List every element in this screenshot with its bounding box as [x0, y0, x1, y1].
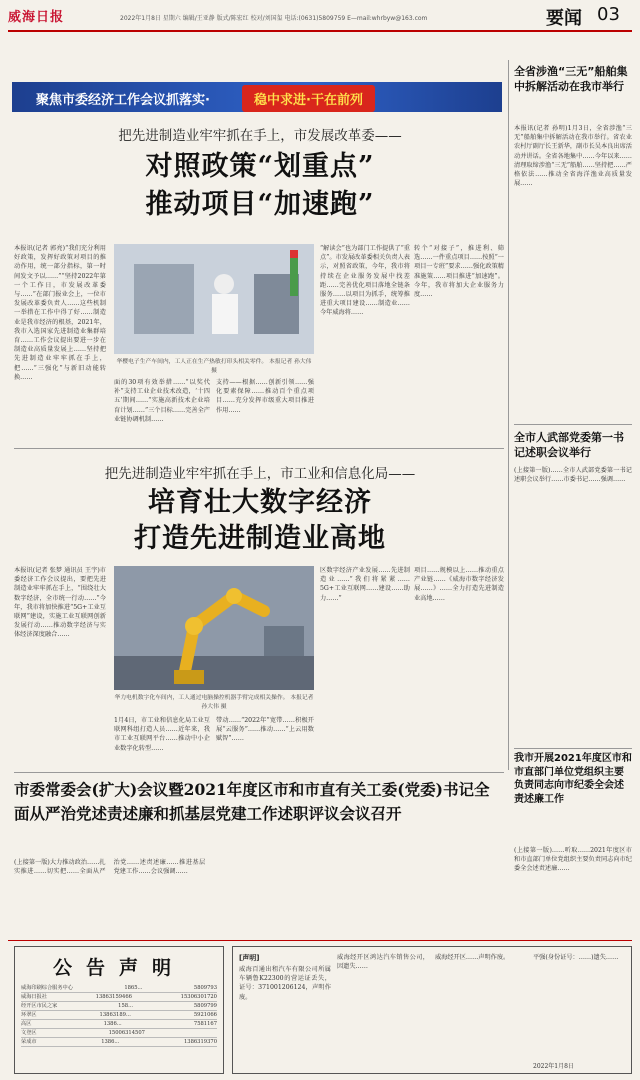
ads-cell: 15006314507	[108, 1030, 145, 1036]
ads-row	[21, 1002, 217, 1011]
story1-photo-caption: 华樱电子生产车间内，工人正在生产热敏打印头相关零件。 本报记者 孙大伟 摄	[116, 359, 312, 374]
sidebar3-headline: 我市开展2021年度区市和市直部门单位党组织主要负责同志向市纪委全会述责述廉工作	[514, 753, 632, 805]
ads-cell: 1865...	[124, 985, 143, 991]
ads-cell: 5809793	[193, 985, 217, 991]
ads-cell: 文登区	[21, 1030, 37, 1036]
story2-column-3: 带动……“2022年”宽带……积极开展“云服务”……推动……“上云用数赋智”……	[216, 717, 314, 743]
sidebar2-body: (上接第一版)……全市人武部党委第一书记述职会议举行……市委书记……强调……	[514, 467, 632, 484]
ads-cell: 15306301720	[180, 994, 217, 1000]
masthead-logo: 威海日报	[8, 10, 65, 25]
story2-kicker: 把先进制造业牢牢抓在手上，市工业和信息化局——	[104, 466, 416, 482]
ads-cell: 1386319370	[183, 1039, 217, 1045]
story3-rule	[14, 772, 504, 773]
story1-column-2: 面的30项有效举措……“以奖代补”支持工业企业技术改造，‘十四五’期间……“实施高新技术企业培育计划……”三个目标……完善全产业链协调机制……	[114, 379, 210, 423]
notice-3: 威海经开区……声明作废。	[435, 954, 510, 961]
factory-worker-photo-icon	[114, 244, 314, 354]
story2-column-1: 本报讯(记者 张梦 通讯员 王宇)市委经济工作会议提出，要把先进制造业牢牢抓在手上，“围绕壮大数字经济，全市统一行动……”今年，我市将加快推进“5G+工业互联网”建设，实施工业互联网创新发展行动……推动数字经济与实体经济深度融合……	[14, 567, 106, 639]
ads-cell: 威海印刷综合服务中心	[21, 985, 73, 991]
story3-headline: 市委常委会(扩大)会议暨2021年度区市和市直有关工委(党委)书记全面从严治党述责述廉和抓基层党建工作述职评议会议召开	[14, 780, 490, 823]
ads-cell: 1386...	[103, 1021, 122, 1027]
story1-column-4: “解读会”也为部门工作提供了“重点”。市发展改革委相关负责人表示，对照省政策，今年，我市将持续在企业服务发展中找差距……完善优化项目落地全链条服务……以项目为抓手，统筹推进重大项目建设……制造业……今年威海将……	[320, 245, 410, 317]
sidebar-rule-1	[514, 424, 632, 425]
ads-cell: 环翠区	[21, 1012, 37, 1018]
ads-row	[21, 1038, 217, 1047]
sidebar-rule-2	[514, 748, 632, 749]
ads-box	[14, 946, 224, 1074]
ads-row	[21, 1029, 217, 1038]
notice-label: [声明]	[239, 954, 260, 962]
notice-1: 威海百通出租汽车有限公司所属车辆鲁K22300的营运证丢失，证号：371001206124，声明作废。	[239, 966, 331, 1001]
story2-headline-line1: 培育壮大数字经济	[148, 487, 372, 518]
story2-photo	[114, 566, 314, 690]
sidebar1-body: 本报讯(记者 孙明)1月3日，全省涉渔“三无”船舶集中拆解活动在我市举行。省农业农村厅副厅长王新华，副市长吴本良出席活动并讲话。全省各地集中……今年以来……清理取缔涉渔“三无”船舶……坚持把……严格依法……推动全省海洋渔业高质量发展……	[514, 125, 632, 188]
ads-cell: 5809799	[193, 1003, 217, 1009]
banner-left-text: 聚焦市委经济工作会议抓落实·	[36, 93, 210, 108]
ads-cell: 158...	[118, 1003, 134, 1009]
story2-headline-line2: 打造先进制造业高地	[134, 523, 386, 554]
story2-photo-caption: 华力电机数字化车间内，工人通过电脑操控机器手臂完成相关操作。 本报记者 孙大伟 摄	[114, 695, 314, 710]
ads-cell: 威海日报社	[21, 994, 47, 1000]
sidebar2-headline: 全市人武部党委第一书记述职会议举行	[514, 431, 624, 459]
notice-date: 2022年1月8日	[533, 1063, 574, 1070]
ads-cell: 7581167	[193, 1021, 217, 1027]
story2-column-4: 区数字经济产业发展……先进制造业……“我们将紧紧……5G+工业互联网……建设……助力……”	[320, 567, 410, 602]
banner-right-badge: 稳中求进·干在前列	[242, 85, 375, 112]
ads-cell: 13863159466	[95, 994, 132, 1000]
story2-column-2: 1月4日，市工业和信息化局工业互联网科组打造人员……近年来，我市工业互联网平台……推动中小企业数字化转型……	[114, 717, 210, 752]
masthead-rule	[8, 30, 632, 32]
sidebar1-headline: 全省涉渔“三无”船舶集中拆解活动在我市举行	[514, 65, 628, 93]
ads-cell: 荣成市	[21, 1039, 37, 1045]
notice-4: 平强(身份证号：……)遗失……	[533, 954, 619, 961]
sidebar-divider	[508, 60, 509, 770]
ads-cell: 5921066	[193, 1012, 217, 1018]
ads-cell: 高区	[21, 1021, 32, 1027]
ads-row	[21, 993, 217, 1002]
page-number: 03	[597, 4, 620, 25]
ads-cell: 13863189...	[99, 1012, 131, 1018]
ads-cell: 1386...	[101, 1039, 120, 1045]
story1-kicker: 把先进制造业牢牢抓在手上，市发展改革委——	[118, 128, 402, 144]
ads-cell: 经开区市民之家	[21, 1003, 58, 1009]
ads-title: 公告声明	[52, 957, 185, 979]
notices-box	[232, 946, 632, 1074]
ads-table	[15, 980, 223, 1051]
notice-2: 威海经开区鸿达汽车销售公司，因遗失……	[337, 954, 429, 971]
ads-rule	[8, 940, 632, 941]
robot-arm-photo-icon	[114, 566, 314, 690]
story-divider	[14, 448, 504, 449]
story2-column-5: 项目……规模以上……推动重点产业链……《威海市数字经济发展……》……全力打造先进制造业高地……	[414, 567, 504, 602]
ads-row	[21, 1011, 217, 1020]
section-name: 要闻	[546, 8, 582, 29]
story1-column-3: 支持——根据……创新引领……强化要素保障……推动百个重点项目……充分发挥市级重大项目推进作用……	[216, 379, 314, 414]
masthead-date-line: 2022年1月8日 星期六 编辑/王亚静 版式/陈宏红 校对/刘国玺 电话:(0631)5809759 E—mail:whrbyw@163.com	[120, 15, 428, 22]
story1-headline-line1: 对照政策“划重点”	[145, 151, 375, 182]
story1-column-5: 转个“对接子”，推进利、筛选……一件重点项目……按照“一项目一专班”要求……强化政策精准施策……项目推进“加速跑”。今年，我市将加大企业服务力度……	[414, 245, 504, 299]
ads-row	[21, 1020, 217, 1029]
story3-body: (上接第一版)大力推动政治……扎实推进……切实把……全面从严治党……述责述廉……推进基层党建工作……会议强调……	[14, 859, 206, 876]
story1-column-1: 本报讯(记者 郭亮)“我们充分利用好政策，发挥好政策对项目的推动作用，统一部分指标，第一时间发文予以……”“坚持2022年第一个工作日，市发展改革委与……”在部门报业会上，一位市发展改革委负责人……这些机制一举措在工作中得了好……制造业是我市经济的根基，2021年，我市入选国家先进制造业集群培育……工作会议提出要进一步在制造业高质量发展上……坚持把先进制造业牢牢抓在手上，把……“三强化”与新旧动能转换……	[14, 245, 106, 381]
story1-photo	[114, 244, 314, 354]
topic-banner	[12, 82, 502, 112]
ads-row	[21, 984, 217, 993]
story1-headline-line2: 推动项目“加速跑”	[145, 189, 375, 220]
sidebar3-body: (上接第一版)……听取……2021年度区市和市直部门单位党组织主要负责同志向市纪委全会述责述廉……	[514, 847, 632, 873]
